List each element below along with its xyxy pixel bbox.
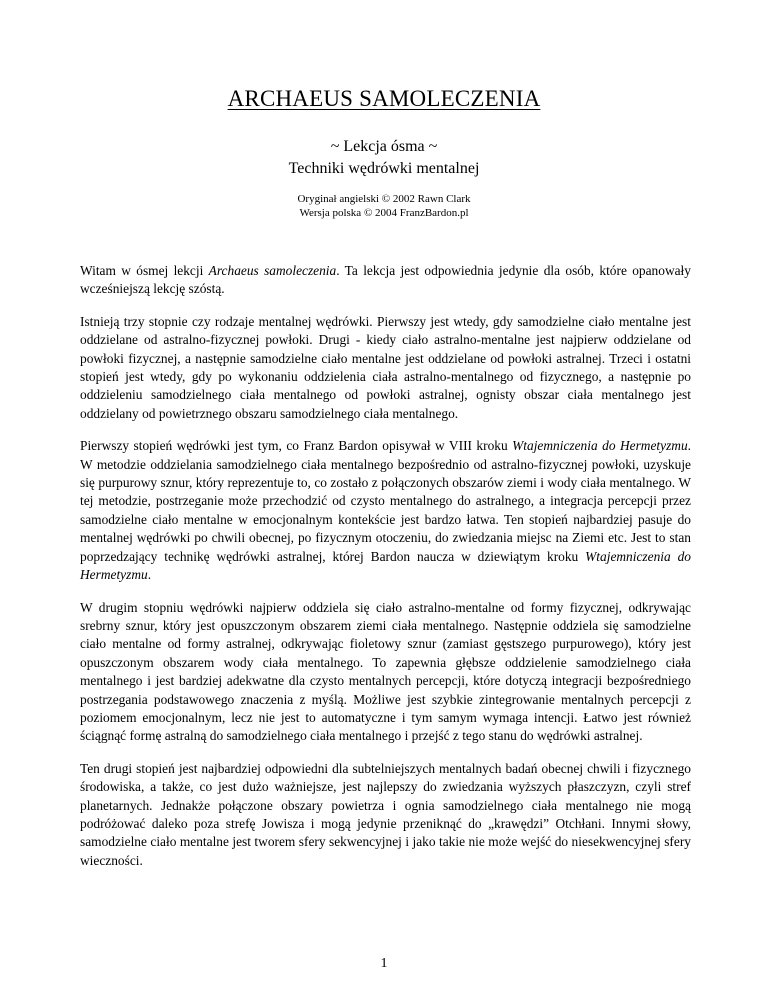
lesson-subtitle: ~ Lekcja ósma ~ [330,138,438,155]
paragraph-1-text-c: . Ta lekcja jest odpowiednia jedynie dla osób, które opanowały wcześniejszą lekcję szóstą. [80,263,691,297]
paragraph-3 [80,437,691,584]
paragraph-3-text-e: . [147,567,152,583]
paragraph-4: W drugim stopniu wędrówki najpierw oddziela się ciało astralno-mentalne od formy fizycznej, odkrywając srebrny sznur, który jest opuszczonym obszarem ziemi ciała mentalnego. Następnie oddziela się samodzielne ciało mentalne od formy astralnej, odkrywając fioletowy sznur (zamiast gęstszego purpurowego), który jest opuszczonym obszarem wody ciała mentalnego. To zapewnia głębsze oddzielenie samodzielnego ciała mentalnego i jest bardziej adekwatne dla czysto mentalnych percepcji, które dotyczą integracji bezpośredniego postrzegania podstawowego znaczenia z myślą. Możliwe jest szybkie zintegrowanie mentalnych percepcji z poziomem emocjonalnym, lecz nie jest to automatyczne i tym samym wymaga intencji. Łatwo jest również ściągnąć formę astralną do samodzielnego ciała mentalnego i przejść z tego stanu do wędrówki astralnej. [80,599,691,744]
page-number: 1 [380,956,388,971]
paragraph-2: Istnieją trzy stopnie czy rodzaje mentalnej wędrówki. Pierwszy jest wtedy, gdy samodzielne ciało mentalne jest oddzielane od astralno-fizycznej powłoki. Drugi - kiedy ciało astralno-mentalne jest najpierw oddzielane od powłoki fizycznej, a następnie samodzielne ciało mentalne jest oddzielane od powłoki astralnej. Trzeci i ostatni stopień jest wtedy, gdy po wykonaniu oddzielenia ciała astralno-mentalnego od fizycznego, a następnie po oddzieleniu samodzielnego ciała mentalnego od powłoki astralnej, ognisty obszar ciała mentalnego jest oddzielany od powietrznego obszaru samodzielnego ciała mentalnego. [80,313,691,421]
page-title: ARCHAEUS SAMOLECZENIA [227,86,541,111]
original-credit: Oryginał angielski © 2002 Rawn Clark [297,193,471,205]
paragraph-1-text-a: Witam w ósmej lekcji [80,263,209,278]
paragraph-1 [80,262,691,299]
translation-credit: Wersja polska © 2004 FranzBardon.pl [299,207,469,219]
paragraph-1-italic-title: Archaeus samoleczenia [208,263,337,278]
paragraph-3-text-c: . W metodzie oddzielania samodzielnego ciała mentalnego bezpośrednio od astralno-fizycznej powłoki, uzyskuje się purpurowy sznur, który reprezentuje to, co zostało z połączonych obszarów ziemi i wody ciała mentalnego. W tej metodzie, postrzeganie może przechodzić od czysto mentalnego do astralnego, a integracja percepcji przez samodzielne ciało mentalne w emocjonalnym kontekście jest bardzo łatwa. Ten stopień najbardziej pasuje do mentalnej wędrówki po chwili obecnej, po fizycznym otoczeniu, do zwiedzania miejsc na Ziemi etc. Jest to stan poprzedzający technikę wędrówki astralnej, której Bardon naucza w dziewiątym kroku [80,438,692,564]
paragraph-3-italic-title-1: Wtajemniczenia do Hermetyzmu [512,438,688,454]
paragraph-3-text-a: Pierwszy stopień wędrówki jest tym, co Franz Bardon opisywał w VIII kroku [80,438,513,454]
paragraph-3-italic-title-2: Wtajemniczenia do Hermetyzmu [80,548,691,583]
body-text [80,262,691,884]
paragraph-5: Ten drugi stopień jest najbardziej odpowiedni dla subtelniejszych mentalnych badań obecnej chwili i fizycznego środowiska, a także, co jest dużo ważniejsze, jest najlepszy do zwiedzania wyższych płaszczyzn, czyli stref planetarnych. Jednakże połączone obszary powietrza i ognia samodzielnego ciała mentalnego nie mogą podróżować daleko poza strefę Jowisza i mogą jedynie przeniknąć do „krawędzi” Otchłani. Innymi słowy, samodzielne ciało mentalne jest tworem sfery sekwencyjnej i jako takie nie może wejść do niesekwencyjnej sfery wieczności. [80,760,691,868]
topic-subtitle: Techniki wędrówki mentalnej [288,160,480,177]
